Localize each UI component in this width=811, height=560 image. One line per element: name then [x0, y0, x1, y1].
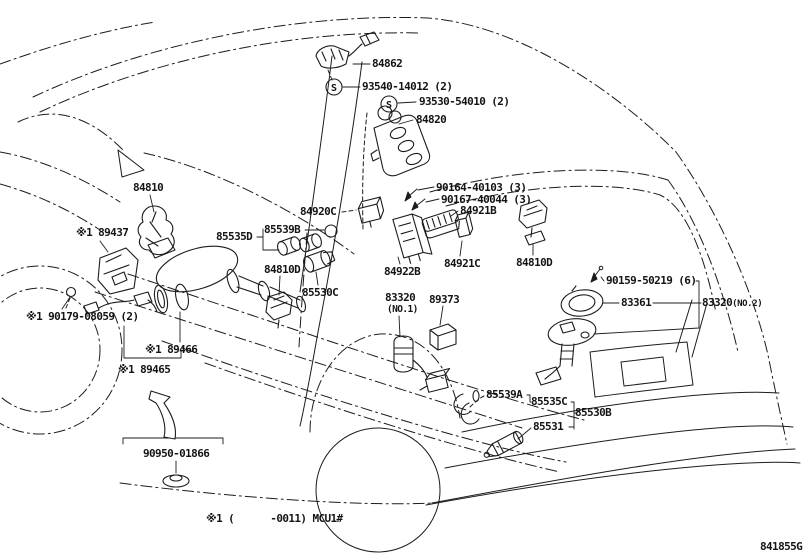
part-drawing-84862: [316, 32, 379, 68]
part-label-84921B: 84921B: [460, 204, 497, 217]
part-label-83320-no2-suffix: (NO.2): [732, 299, 763, 309]
pointer-arrow: [149, 391, 176, 439]
part-drawing-85531-pump: [481, 430, 525, 461]
part-label-84921C: 84921C: [444, 257, 481, 270]
part-label-83320-no1-suffix: (NO.1): [387, 304, 418, 315]
part-label-84922B: 84922B: [384, 265, 421, 278]
part-label-93540-14012: 93540-14012 (2): [362, 80, 453, 93]
part-label-84820: 84820: [416, 113, 447, 126]
part-drawing-84810D-left: [266, 292, 292, 328]
bulb-85539B: [325, 225, 337, 237]
part-label-90179-08059: ※1 90179-08059 (2): [26, 310, 139, 323]
part-label-90164-40103: 90164-40103 (3): [436, 181, 527, 194]
grommet-drawing-90950: [163, 475, 189, 487]
part-drawing-84920C: [357, 197, 387, 229]
part-label-89466: ※1 89466: [145, 343, 198, 356]
s-symbol-1: S: [330, 83, 338, 94]
part-label-83361: 83361: [621, 296, 652, 309]
s-symbol-2: S: [385, 100, 393, 111]
part-drawing-89437: [98, 248, 138, 294]
part-label-85530B: 85530B: [575, 406, 612, 419]
part-label-85530C: 85530C: [302, 286, 339, 299]
part-label-93530-54010: 93530-54010 (2): [419, 95, 510, 108]
part-drawing-89373: [430, 324, 456, 350]
part-label-85535C: 85535C: [531, 395, 568, 408]
figure-code: 841855G: [760, 540, 803, 553]
part-label-89437: ※1 89437: [76, 226, 129, 239]
part-label-85531: 85531: [533, 420, 564, 433]
part-drawing-fuel-pump-83320-no1: [394, 336, 454, 392]
part-label-90159-50219: 90159-50219 (6): [606, 274, 697, 287]
part-label-90950-01866: 90950-01866: [143, 447, 210, 460]
part-label-84810: 84810: [133, 181, 164, 194]
part-label-85539B: 85539B: [264, 223, 301, 236]
part-drawing-84810D-right: [519, 200, 547, 245]
part-label-83320-no2: [702, 297, 762, 310]
part-label-89465: ※1 89465: [118, 363, 171, 376]
part-drawing-84922B: [393, 212, 433, 265]
part-drawing-fuel-sender-83320-no2: [536, 286, 605, 385]
part-label-83320-no1: 83320: [385, 291, 416, 304]
part-drawing-84810: [138, 206, 174, 255]
applicability-note: ※1 ( -0011) MCU1#: [206, 512, 343, 525]
part-label-84862: 84862: [372, 57, 403, 70]
part-label-84810D-right: 84810D: [516, 256, 553, 269]
part-label-85535D: 85535D: [216, 230, 253, 243]
part-label-90167-40044: 90167-40044 (3): [441, 193, 532, 206]
part-label-89373: 89373: [429, 293, 460, 306]
part-label-83320-no2-main: 83320: [702, 296, 733, 309]
part-label-85539A: 85539A: [486, 388, 523, 401]
part-label-84810D-left: 84810D: [264, 263, 301, 276]
part-drawing-84921B: [421, 209, 461, 239]
part-label-84920C: 84920C: [300, 205, 337, 218]
